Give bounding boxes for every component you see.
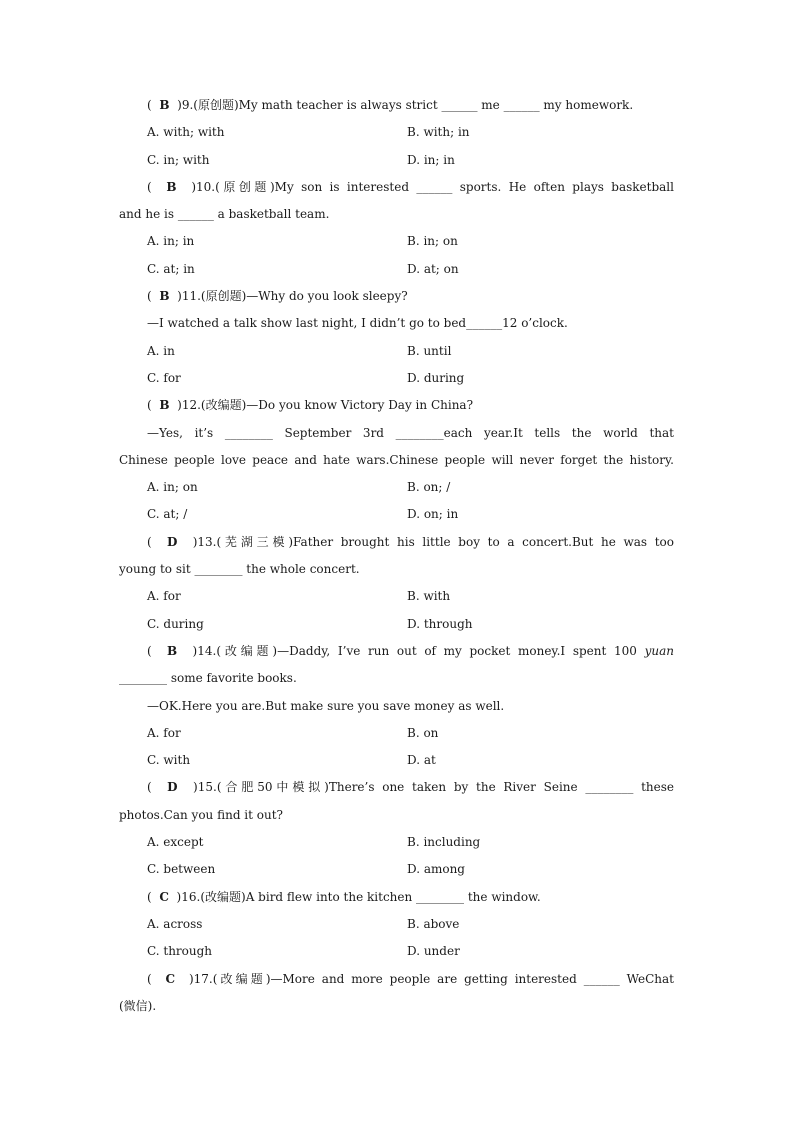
option-b: B. until bbox=[407, 343, 452, 358]
option-c: C. during bbox=[147, 616, 204, 631]
question-stem bbox=[0, 884, 794, 911]
dialogue-line bbox=[0, 420, 794, 447]
question-text: My son is interested ______ sports. He often plays basketball bbox=[274, 179, 674, 194]
question-number: 9. bbox=[181, 98, 194, 112]
dialogue-line: —I watched a talk show last night, I didn’t go to bed______12 o’clock. bbox=[147, 316, 568, 331]
option-d: D. among bbox=[407, 862, 465, 877]
options-row bbox=[0, 938, 794, 965]
option-c: C. in; with bbox=[147, 152, 210, 167]
question-source: (改编题) bbox=[212, 971, 271, 986]
question-source: (合肥50中模拟) bbox=[216, 780, 329, 795]
answer-letter: D bbox=[167, 534, 178, 549]
paren-close: ) bbox=[193, 780, 198, 795]
question-10 bbox=[0, 174, 794, 283]
option-c: C. for bbox=[147, 370, 181, 385]
option-c: C. at; in bbox=[147, 261, 195, 276]
question-12 bbox=[0, 392, 794, 528]
answer-letter: B bbox=[167, 643, 178, 658]
answer-letter: B bbox=[166, 179, 177, 194]
question-source: (原创题) bbox=[193, 98, 239, 112]
option-a: A. in bbox=[147, 343, 175, 358]
options-row bbox=[0, 747, 794, 774]
answer-letter: C bbox=[165, 971, 176, 986]
question-14 bbox=[0, 638, 794, 774]
options-row bbox=[0, 611, 794, 638]
option-d: D. in; in bbox=[407, 152, 455, 167]
question-source: (原创题) bbox=[200, 289, 247, 304]
option-b: B. with; in bbox=[407, 125, 470, 140]
question-stem bbox=[0, 283, 794, 310]
question-number: 15. bbox=[197, 780, 217, 795]
options-row bbox=[0, 829, 794, 856]
paren-close: ) bbox=[177, 398, 182, 413]
paren-close: ) bbox=[192, 643, 198, 658]
paren-close: ) bbox=[177, 98, 182, 112]
question-stem bbox=[0, 529, 794, 556]
worksheet-page bbox=[0, 92, 794, 1020]
answer-letter: D bbox=[167, 780, 178, 795]
question-number: 16. bbox=[181, 889, 201, 904]
question-number: 13. bbox=[197, 534, 217, 549]
question-11 bbox=[0, 283, 794, 392]
options-row bbox=[0, 474, 794, 501]
question-9 bbox=[0, 92, 794, 174]
options-row bbox=[0, 256, 794, 283]
question-16 bbox=[0, 884, 794, 966]
options-row bbox=[0, 856, 794, 883]
question-source: (芜湖三模) bbox=[216, 534, 294, 549]
paren-open: ( bbox=[147, 534, 152, 549]
question-stem bbox=[0, 392, 794, 419]
option-b: B. above bbox=[407, 916, 460, 931]
options-row bbox=[0, 119, 794, 146]
paren-close: ) bbox=[191, 179, 196, 194]
question-stem bbox=[0, 638, 794, 665]
paren-open: ( bbox=[147, 643, 152, 658]
paren-close: ) bbox=[192, 534, 198, 549]
paren-close: ) bbox=[177, 289, 182, 304]
question-text-continued bbox=[0, 447, 794, 474]
question-text-continued: (微信). bbox=[119, 998, 157, 1013]
option-d: D. during bbox=[407, 370, 465, 385]
question-source: (原创题) bbox=[215, 179, 275, 194]
dialogue-line: —OK.Here you are.But make sure you save money as well. bbox=[147, 698, 505, 713]
option-d: D. at bbox=[407, 753, 436, 768]
paren-close: ) bbox=[188, 971, 194, 986]
question-text-continued: and he is ______ a basketball team. bbox=[119, 207, 330, 222]
options-row bbox=[0, 365, 794, 392]
paren-open: ( bbox=[147, 398, 152, 413]
question-number: 11. bbox=[181, 289, 201, 304]
option-c: C. with bbox=[147, 753, 191, 768]
question-number: 12. bbox=[181, 398, 201, 413]
question-stem bbox=[0, 966, 794, 993]
question-source: (改编题) bbox=[216, 643, 278, 658]
question-stem bbox=[0, 174, 794, 201]
continued-text: Chinese people love peace and hate wars.Chinese people will never forget the history. bbox=[119, 452, 674, 467]
question-number: 10. bbox=[196, 179, 216, 194]
option-a: A. for bbox=[147, 589, 181, 604]
question-text-continued: young to sit ________ the whole concert. bbox=[119, 562, 360, 577]
paren-close: ) bbox=[176, 889, 182, 904]
question-15 bbox=[0, 774, 794, 883]
question-text: —Why do you look sleepy? bbox=[246, 289, 408, 304]
question-text: A bird flew into the kitchen ________ the window. bbox=[245, 889, 541, 904]
paren-open: ( bbox=[147, 971, 152, 986]
option-b: B. including bbox=[407, 835, 481, 850]
options-row bbox=[0, 911, 794, 938]
options-row bbox=[0, 583, 794, 610]
option-c: C. at; / bbox=[147, 507, 188, 522]
question-text-continued: ________ some favorite books. bbox=[119, 671, 297, 686]
question-13 bbox=[0, 529, 794, 638]
question-stem bbox=[0, 92, 794, 119]
option-b: B. on; / bbox=[407, 480, 451, 495]
answer-letter: B bbox=[159, 98, 170, 112]
question-text: —Do you know Victory Day in China? bbox=[246, 398, 474, 413]
option-a: A. across bbox=[147, 916, 203, 931]
question-number: 17. bbox=[193, 971, 213, 986]
question-17 bbox=[0, 966, 794, 1021]
question-text: —Daddy, I’ve run out of my pocket money.I spent 100 bbox=[277, 643, 637, 658]
answer-letter: B bbox=[159, 398, 170, 413]
option-c: C. through bbox=[147, 944, 213, 959]
option-d: D. on; in bbox=[407, 507, 459, 522]
answer-letter: C bbox=[159, 889, 169, 904]
option-a: A. in; in bbox=[147, 234, 195, 249]
option-d: D. through bbox=[407, 616, 473, 631]
italic-word: yuan bbox=[644, 643, 674, 658]
question-source: (改编题) bbox=[200, 398, 247, 413]
question-number: 14. bbox=[197, 643, 217, 658]
question-text-continued: photos.Can you find it out? bbox=[119, 807, 283, 822]
option-b: B. in; on bbox=[407, 234, 458, 249]
question-text: —More and more people are getting interested ______ WeChat bbox=[270, 971, 674, 986]
option-b: B. on bbox=[407, 725, 439, 740]
option-a: A. except bbox=[147, 835, 204, 850]
dialogue-text: —Yes, it’s ________ September 3rd ________each year.It tells the world that bbox=[147, 425, 674, 440]
option-a: A. with; with bbox=[147, 125, 225, 140]
options-row bbox=[0, 338, 794, 365]
paren-open: ( bbox=[147, 780, 152, 795]
answer-letter: B bbox=[159, 289, 170, 304]
paren-open: ( bbox=[147, 179, 152, 194]
options-row bbox=[0, 147, 794, 174]
paren-open: ( bbox=[147, 289, 152, 304]
question-source: (改编题) bbox=[200, 889, 246, 904]
paren-open: ( bbox=[147, 889, 152, 904]
options-row bbox=[0, 720, 794, 747]
option-b: B. with bbox=[407, 589, 451, 604]
question-text: There’s one taken by the River Seine ________ these bbox=[328, 780, 674, 795]
question-stem bbox=[0, 774, 794, 801]
question-text: My math teacher is always strict ______ me ______ my homework. bbox=[238, 98, 634, 112]
question-text: Father brought his little boy to a concert.But he was too bbox=[293, 534, 674, 549]
option-a: A. for bbox=[147, 725, 181, 740]
options-row bbox=[0, 228, 794, 255]
option-c: C. between bbox=[147, 862, 216, 877]
option-d: D. under bbox=[407, 944, 460, 959]
options-row bbox=[0, 501, 794, 528]
option-a: A. in; on bbox=[147, 480, 198, 495]
paren-open: ( bbox=[147, 98, 152, 112]
option-d: D. at; on bbox=[407, 261, 459, 276]
